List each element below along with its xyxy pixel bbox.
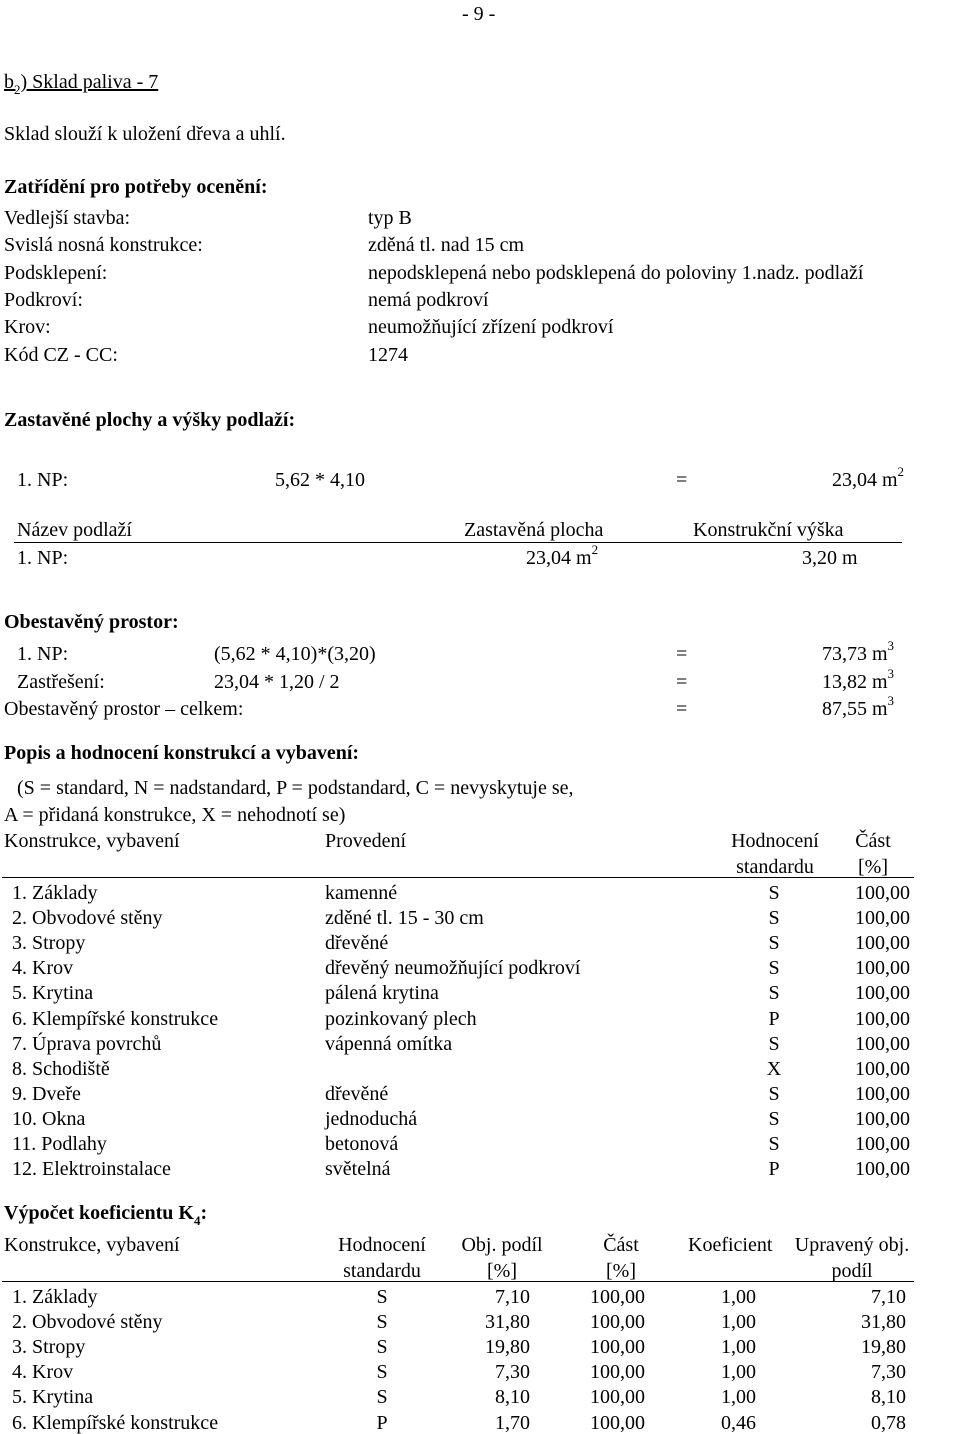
constr-header-part-2: [%] (858, 856, 888, 878)
constr-row-part: 100,00 (855, 1107, 910, 1130)
constr-row-exec: pálená krytina (325, 982, 439, 1005)
constr-row-name: 9. Dveře (12, 1082, 81, 1105)
classification-label: Krov: (4, 316, 51, 339)
floor-name-header (17, 520, 132, 540)
k4-row-rating: S (376, 1386, 388, 1409)
k4-header-part-1: Část (603, 1234, 639, 1256)
floor-row-area (526, 542, 599, 569)
constr-row-part: 100,00 (855, 1133, 910, 1155)
constr-row-rating: S (768, 932, 780, 955)
constr-row-name: 2. Obvodové stěny (12, 907, 163, 930)
floor-row-name: 1. NP: (17, 547, 69, 569)
volume-eq: = (676, 698, 688, 720)
constr-row-rating: S (768, 882, 780, 904)
constructions-table-rule (2, 877, 914, 878)
classification-value: zděná tl. nad 15 cm (368, 234, 525, 257)
k4-row-rating: P (376, 1411, 388, 1434)
area-calc-value: 23,04 m (831, 469, 898, 491)
constr-row-exec: dřevěný neumožňující podkroví (325, 957, 581, 980)
constr-row-name: 1. Základy (12, 882, 98, 904)
classification-value: typ B (368, 207, 412, 229)
k4-header-rating-2: standardu (343, 1260, 421, 1282)
k4-row-share: 7,10 (495, 1286, 530, 1308)
constr-row-exec: jednoduchá (325, 1107, 418, 1130)
area-calc-eq: = (676, 469, 688, 491)
volume-eq: = (676, 670, 688, 693)
constr-row-part: 100,00 (855, 882, 910, 904)
constr-row-name: 7. Úprava povrchů (12, 1032, 162, 1055)
k4-row-coef: 0,46 (721, 1411, 756, 1434)
classification-label: Vedlejší stavba: (4, 207, 131, 229)
heading-rest: ) Sklad paliva - 7 (20, 71, 159, 93)
areas-title: Zastavěné plochy a výšky podlaží: (4, 409, 296, 431)
volume-result-exp: 3 (887, 638, 894, 654)
k4-row-share: 1,70 (495, 1411, 530, 1434)
constr-row-rating: P (768, 1158, 780, 1181)
k4-row-name: 1. Základy (12, 1286, 98, 1308)
volume-result-exp: 3 (887, 665, 894, 681)
k4-row-adj: 19,80 (861, 1336, 906, 1359)
k4-title-sub: 4 (193, 1213, 201, 1228)
k4-row-name: 2. Obvodové stěny (12, 1311, 163, 1334)
classification-label: Podsklepení: (4, 261, 108, 284)
height-header-text: Konstrukční výška (693, 519, 844, 541)
k4-table-rule (2, 1281, 914, 1282)
k4-row-coef: 1,00 (721, 1336, 756, 1359)
floor-row-height: 3,20 m (802, 547, 858, 569)
k4-row-share: 19,80 (485, 1336, 530, 1359)
volume-title: Obestavěný prostor: (4, 611, 179, 633)
constr-row-name: 8. Schodiště (12, 1057, 110, 1080)
classification-value: nepodsklepená nebo podsklepená do poloviny 1.nadz. podlaží (368, 261, 864, 284)
volume-result (760, 693, 894, 720)
constr-row-exec: světelná (325, 1158, 391, 1181)
classification-value: 1274 (368, 343, 408, 366)
areas-table-rule (14, 542, 902, 543)
floor-row-area-exp: 2 (591, 542, 599, 558)
constr-row-name: 11. Podlahy (12, 1133, 107, 1155)
k4-row-coef: 1,00 (721, 1361, 756, 1384)
constr-row-exec: kamenné (325, 882, 398, 904)
volume-result (760, 638, 894, 665)
area-calc-result (760, 464, 904, 491)
description: Sklad slouží k uložení dřeva a uhlí. (4, 123, 286, 145)
k4-header-share-2: [%] (487, 1260, 517, 1282)
k4-row-adj: 7,30 (871, 1361, 906, 1384)
k4-row-part: 100,00 (590, 1361, 645, 1384)
constr-row-exec: betonová (325, 1133, 399, 1155)
classification-value: neumožňující zřízení podkroví (368, 316, 614, 339)
built-area-header (464, 520, 603, 540)
k4-title-main: Výpočet koeficientu K (4, 1202, 194, 1224)
k4-row-part: 100,00 (590, 1311, 645, 1334)
volume-formula: (5,62 * 4,10)*(3,20) (214, 643, 376, 665)
k4-row-adj: 31,80 (861, 1311, 906, 1334)
k4-row-adj: 8,10 (871, 1386, 906, 1409)
constr-row-part: 100,00 (855, 1158, 910, 1181)
k4-header-adj-2: podíl (831, 1260, 873, 1282)
classification-label: Kód CZ - CC: (4, 343, 118, 366)
volume-formula: 23,04 * 1,20 / 2 (214, 670, 340, 693)
k4-header-adj-1: Upravený obj. (794, 1234, 910, 1256)
volume-result-value: 13,82 m (821, 670, 888, 693)
constr-header-rating-1: Hodnocení (731, 830, 819, 852)
built-area-header-text: Zastavěná plocha (464, 519, 604, 541)
page-number: - 9 - (462, 3, 496, 25)
legend-line-2: A = přidaná konstrukce, X = nehodnotí se) (4, 804, 346, 826)
k4-row-part: 100,00 (590, 1336, 645, 1359)
k4-row-part: 100,00 (590, 1286, 645, 1308)
constructions-title: Popis a hodnocení konstrukcí a vybavení: (4, 742, 360, 764)
k4-row-name: 3. Stropy (12, 1336, 86, 1359)
constr-row-part: 100,00 (855, 982, 910, 1005)
constr-row-exec: dřevěné (325, 1082, 389, 1105)
height-header (693, 520, 844, 540)
k4-header-rating (323, 1235, 441, 1281)
constr-row-exec: vápenná omítka (325, 1032, 453, 1055)
constr-row-name: 5. Krytina (12, 982, 94, 1005)
k4-header-adj (786, 1235, 918, 1281)
k4-row-rating: S (376, 1311, 388, 1334)
volume-eq: = (676, 643, 688, 665)
k4-header-coef: Koeficient (688, 1234, 773, 1256)
volume-label: Zastřešení: (17, 670, 105, 693)
constr-row-rating: S (768, 1082, 780, 1105)
constr-header-rating-2: standardu (736, 856, 814, 878)
volume-result-value: 73,73 m (821, 643, 888, 665)
volume-result-exp: 3 (887, 693, 894, 709)
k4-row-name: 6. Klempířské konstrukce (12, 1411, 219, 1434)
constr-row-exec: pozinkovaný plech (325, 1007, 477, 1030)
volume-label: 1. NP: (17, 643, 69, 665)
k4-row-coef: 1,00 (721, 1286, 756, 1308)
constr-row-rating: S (768, 1032, 780, 1055)
k4-row-coef: 1,00 (721, 1386, 756, 1409)
constr-row-rating: P (768, 1007, 780, 1030)
section-heading (4, 71, 159, 97)
floor-row-area-value: 23,04 m (526, 547, 592, 569)
classification-title: Zatřídění pro potřeby ocenění: (4, 176, 268, 198)
constr-row-name: 6. Klempířské konstrukce (12, 1007, 219, 1030)
k4-row-part: 100,00 (590, 1411, 645, 1434)
k4-header-part (586, 1235, 656, 1281)
k4-title-end: : (200, 1202, 208, 1224)
constr-row-part: 100,00 (855, 1032, 910, 1055)
k4-row-share: 7,30 (495, 1361, 530, 1384)
constr-row-rating: S (768, 907, 780, 930)
k4-row-rating: S (376, 1361, 388, 1384)
constr-header-rating (717, 831, 833, 877)
constr-row-rating: S (768, 1107, 780, 1130)
constr-row-exec: zděné tl. 15 - 30 cm (325, 907, 484, 930)
constr-header-name: Konstrukce, vybavení (4, 830, 180, 852)
k4-row-share: 31,80 (485, 1311, 530, 1334)
constr-row-rating: S (768, 982, 780, 1005)
heading-prefix: b (4, 71, 14, 93)
constr-row-part: 100,00 (855, 932, 910, 955)
constr-row-exec: dřevěné (325, 932, 389, 955)
k4-header-name: Konstrukce, vybavení (4, 1234, 180, 1256)
k4-row-adj: 7,10 (871, 1286, 906, 1308)
k4-header-share (448, 1235, 556, 1281)
floor-name-header-text: Název podlaží (17, 519, 132, 541)
constr-header-exec: Provedení (325, 830, 407, 852)
classification-label: Svislá nosná konstrukce: (4, 234, 203, 257)
constr-row-part: 100,00 (855, 1082, 910, 1105)
constr-row-name: 10. Okna (12, 1107, 86, 1130)
area-calc-exp: 2 (897, 464, 904, 480)
k4-row-name: 4. Krov (12, 1361, 74, 1384)
constr-header-part-1: Část (855, 830, 891, 852)
area-calc-formula: 5,62 * 4,10 (275, 469, 365, 491)
area-calc-label: 1. NP: (17, 469, 69, 491)
constr-row-name: 4. Krov (12, 957, 74, 980)
volume-result (760, 665, 894, 693)
constr-row-part: 100,00 (855, 957, 910, 980)
heading-subscript: 2 (14, 82, 21, 97)
constr-row-name: 3. Stropy (12, 932, 86, 955)
k4-row-adj: 0,78 (871, 1411, 906, 1434)
k4-header-rating-1: Hodnocení (338, 1234, 426, 1256)
k4-title (4, 1202, 208, 1228)
volume-result-value: 87,55 m (821, 698, 888, 720)
constr-row-part: 100,00 (855, 1007, 910, 1030)
k4-row-coef: 1,00 (721, 1311, 756, 1334)
constr-row-rating: S (768, 1133, 780, 1155)
constr-row-part: 100,00 (855, 907, 910, 930)
classification-label: Podkroví: (4, 288, 83, 311)
constr-header-part (840, 831, 906, 877)
legend-line-1: (S = standard, N = nadstandard, P = podstandard, C = nevyskytuje se, (17, 777, 574, 799)
k4-header-share-1: Obj. podíl (461, 1234, 543, 1256)
constr-row-rating: S (768, 957, 780, 980)
k4-row-rating: S (376, 1336, 388, 1359)
constr-row-part: 100,00 (855, 1057, 910, 1080)
k4-row-share: 8,10 (495, 1386, 530, 1409)
volume-label: Obestavěný prostor – celkem: (4, 698, 244, 720)
k4-header-part-2: [%] (606, 1260, 636, 1282)
k4-row-part: 100,00 (590, 1386, 645, 1409)
constr-row-rating: X (766, 1057, 782, 1080)
k4-row-name: 5. Krytina (12, 1386, 94, 1409)
classification-value: nemá podkroví (368, 288, 489, 311)
k4-row-rating: S (376, 1286, 388, 1308)
constr-row-name: 12. Elektroinstalace (12, 1158, 171, 1181)
